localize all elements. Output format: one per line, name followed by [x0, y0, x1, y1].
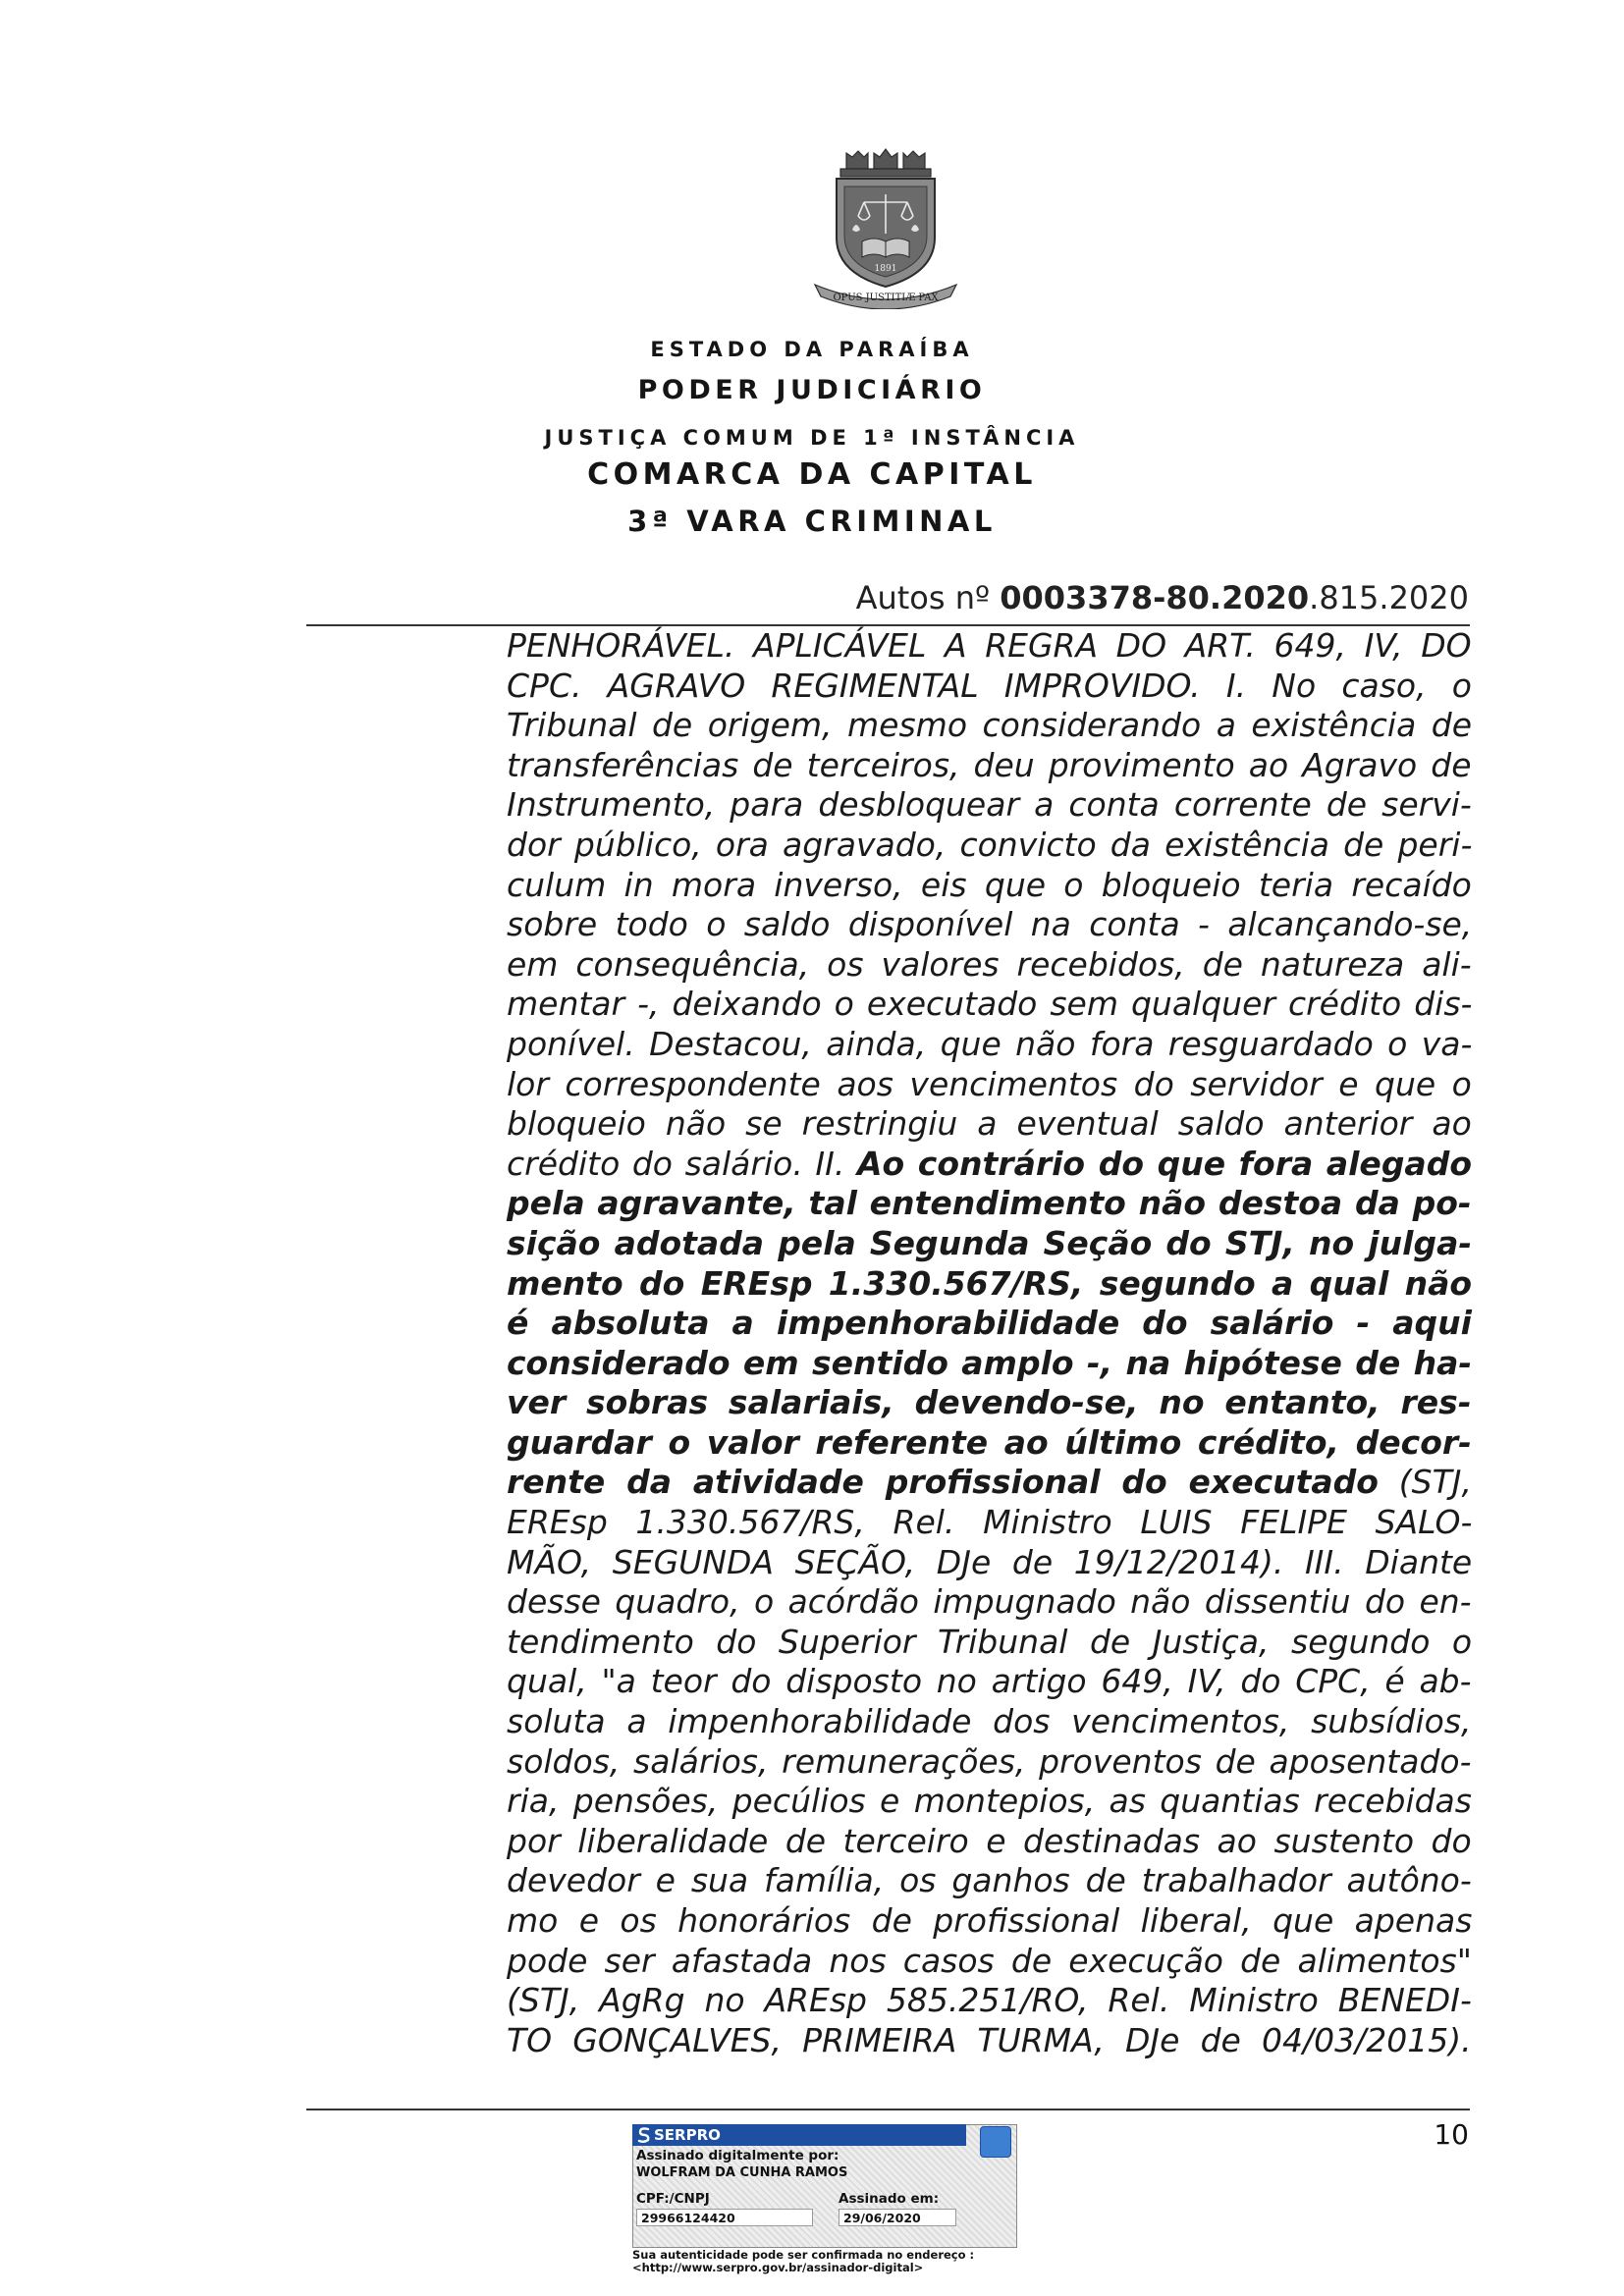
text-line: tendimento do Superior Tribunal de Justiça, segundo o: [507, 1622, 1473, 1661]
header-comarca: COMARCA DA CAPITAL: [587, 457, 1037, 492]
case-number-main: 0003378-80.2020: [1000, 579, 1310, 616]
text-bold: Ao contrário do que fora alegado: [856, 1144, 1472, 1183]
authenticity-url: <http://www.serpro.gov.br/assinador-digital>: [632, 2261, 924, 2274]
text-line-bold: é absoluta a impenhorabilidade do salário - aqui: [507, 1304, 1472, 1343]
header-vara: 3ª VARA CRIMINAL: [627, 505, 997, 538]
text-line: em consequência, os valores recebidos, de natureza ali-: [507, 944, 1472, 984]
text-line: desse quadro, o acórdão impugnado não dissentiu do en-: [507, 1582, 1472, 1622]
serpro-logo-icon: [636, 2126, 652, 2144]
text-normal: (STJ,: [1378, 1463, 1473, 1502]
text-line: EREsp 1.330.567/RS, Rel. Ministro LUIS FELIPE SALO-: [507, 1503, 1473, 1542]
header-state: ESTADO DA PARAÍBA: [650, 338, 974, 361]
text-line-bold: pela agravante, tal entendimento não destoa da po-: [507, 1184, 1472, 1223]
court-seal-icon: [807, 147, 964, 309]
signed-on-value: 29/06/2020: [839, 2209, 956, 2226]
text-line: pode ser afastada nos casos de execução de alimentos": [507, 1941, 1472, 1980]
signer-name: WOLFRAM DA CUNHA RAMOS: [636, 2165, 848, 2180]
text-line: sobre todo o saldo disponível na conta - alcançando-se,: [507, 905, 1473, 944]
footer-divider: [306, 2109, 1470, 2110]
text-line-mixed: [507, 1463, 1472, 1503]
svg-text:OPUS JUSTITIÆ PAX: OPUS JUSTITIÆ PAX: [833, 293, 939, 303]
text-line-bold: considerado em sentido amplo -, na hipótese de ha-: [507, 1343, 1473, 1382]
text-line-mixed: [507, 1145, 1472, 1185]
text-line: ria, pensões, pecúlios e montepios, as quantias recebidas: [507, 1782, 1472, 1821]
svg-text:1891: 1891: [874, 264, 897, 274]
digital-signature-stamp: [632, 2124, 1015, 2274]
case-number-suffix: .815.2020: [1309, 579, 1469, 616]
text-line-bold: sição adotada pela Segunda Seção do STJ, no julga-: [507, 1223, 1473, 1262]
text-line: Instrumento, para desbloquear a conta corrente de servi-: [507, 785, 1472, 825]
page-number: 10: [1434, 2118, 1469, 2151]
text-line-bold: ver sobras salariais, devendo-se, no entanto, res-: [507, 1383, 1472, 1422]
text-line: ponível. Destacou, ainda, que não fora resguardado o va-: [507, 1024, 1473, 1063]
text-line-bold: mento do EREsp 1.330.567/RS, segundo a qual não: [507, 1263, 1473, 1303]
text-line: PENHORÁVEL. APLICÁVEL A REGRA DO ART. 649, IV, DO: [507, 626, 1472, 665]
text-line: Tribunal de origem, mesmo considerando a existência de: [507, 706, 1473, 745]
text-line: bloqueio não se restringiu a eventual saldo anterior ao: [507, 1104, 1472, 1144]
quoted-text: [507, 626, 1472, 2060]
serpro-brand-bar: [632, 2124, 966, 2146]
header-justice: JUSTIÇA COMUM DE 1ª INSTÂNCIA: [544, 426, 1080, 450]
cpf-value: 29966124420: [636, 2209, 813, 2226]
signed-on-label: Assinado em:: [839, 2191, 940, 2207]
text-line: TO GONÇALVES, PRIMEIRA TURMA, DJe de 04/03/2015).: [507, 2020, 1472, 2059]
signed-by-label: Assinado digitalmente por:: [636, 2148, 839, 2163]
cpf-label: CPF:/CNPJ: [636, 2191, 710, 2207]
signature-seal-icon: [980, 2126, 1011, 2158]
text-line: mo e os honorários de profissional liberal, que apenas: [507, 1901, 1473, 1940]
text-normal: crédito do salário. II.: [507, 1144, 857, 1183]
serpro-brand-label: SERPRO: [654, 2126, 721, 2144]
text-line: culum in mora inverso, eis que o bloqueio teria recaído: [507, 865, 1472, 904]
text-line: transferências de terceiros, deu provimento ao Agravo de: [507, 745, 1472, 784]
text-line: soluta a impenhorabilidade dos vencimentos, subsídios,: [507, 1702, 1472, 1741]
text-line: mentar -, deixando o executado sem qualquer crédito dis-: [507, 985, 1473, 1024]
text-line: devedor e sua família, os ganhos de trabalhador autôno-: [507, 1861, 1472, 1900]
text-line: soldos, salários, remunerações, proventos de aposentado-: [507, 1741, 1472, 1781]
text-line-bold: guardar o valor referente ao último crédito, decor-: [507, 1422, 1472, 1462]
text-line: por liberalidade de terceiro e destinadas ao sustento do: [507, 1821, 1472, 1860]
text-line: CPC. AGRAVO REGIMENTAL IMPROVIDO. I. No caso, o: [507, 666, 1472, 705]
text-line: qual, "a teor do disposto no artigo 649, IV, do CPC, é ab-: [507, 1662, 1472, 1701]
case-number-prefix: Autos nº: [855, 579, 1001, 616]
text-line: dor público, ora agravado, convicto da existência de peri-: [507, 825, 1473, 864]
text-line: MÃO, SEGUNDA SEÇÃO, DJe de 19/12/2014). III. Diante: [507, 1542, 1473, 1581]
header-power: PODER JUDICIÁRIO: [637, 375, 987, 405]
text-line: lor correspondente aos vencimentos do servidor e que o: [507, 1064, 1472, 1103]
case-number: [856, 579, 1469, 616]
text-line: (STJ, AgRg no AREsp 585.251/RO, Rel. Ministro BENEDI-: [507, 1981, 1472, 2020]
text-bold: rente da atividade profissional do executado: [507, 1463, 1379, 1502]
authenticity-note: Sua autenticidade pode ser confirmada no endereço :: [632, 2248, 975, 2262]
